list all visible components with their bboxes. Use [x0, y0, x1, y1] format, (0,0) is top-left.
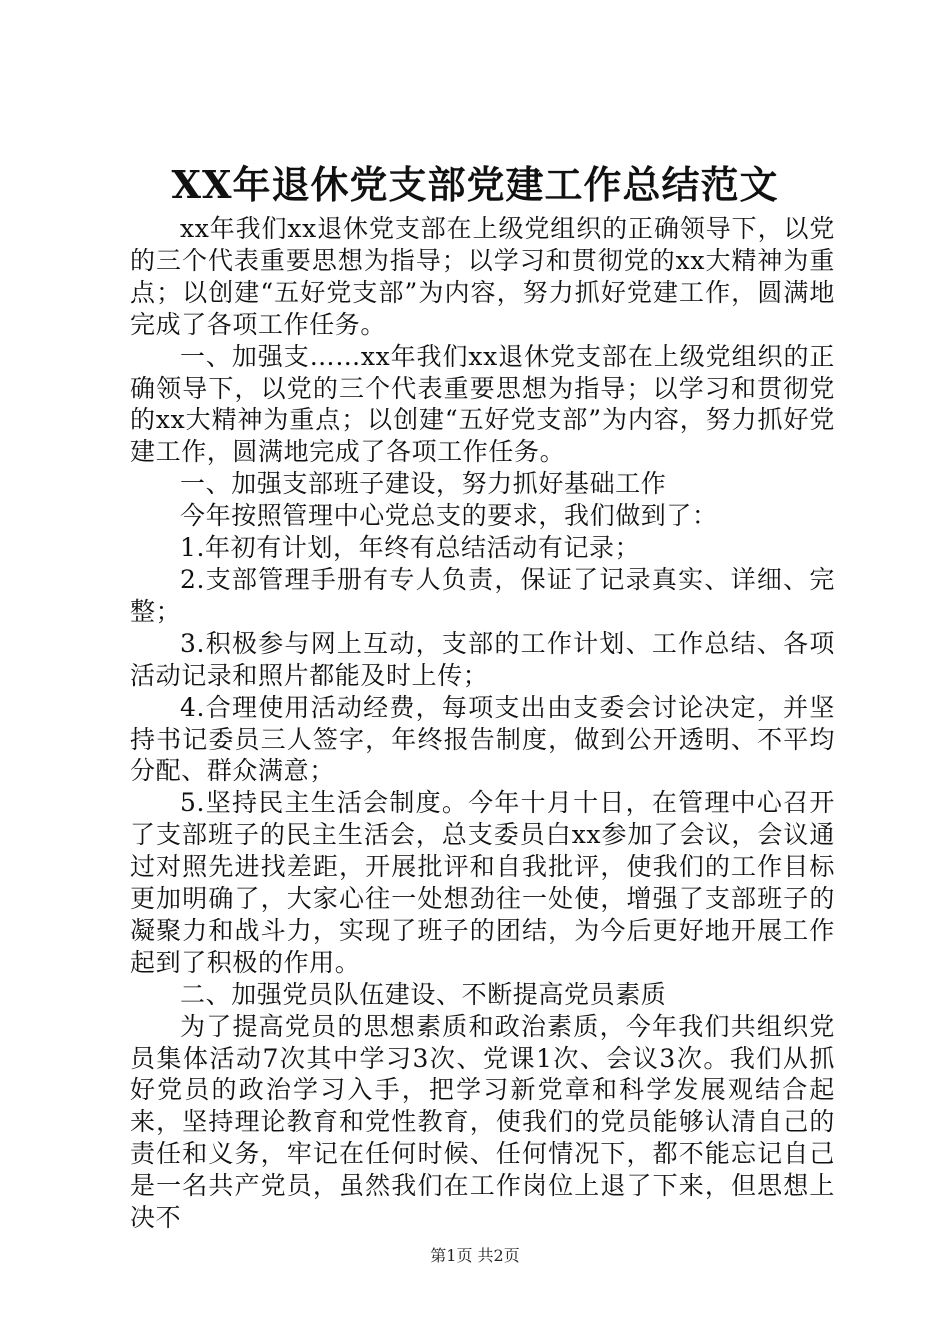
page-number-footer: 第1页 共2页 [430, 1246, 520, 1265]
list-item: 4.合理使用活动经费，每项支出由支委会讨论决定，并坚持书记委员三人签字，年终报告制度，做到公开透明、不平均分配、群众满意； [130, 692, 835, 786]
list-item: 5.坚持民主生活会制度。今年十月十日，在管理中心召开了支部班子的民主生活会，总支委员白xx参加了会议，会议通过对照先进找差距，开展批评和自我批评，使我们的工作目标更加明确了，大家心往一处想劲往一处使，增强了支部班子的凝聚力和战斗力，实现了班子的团结，为今后更好地开展工作起到了积极的作用。 [130, 788, 835, 977]
paragraph: 为了提高党员的思想素质和政治素质，今年我们共组织党员集体活动7次其中学习3次、党课1次、会议3次。我们从抓好党员的政治学习入手，把学习新党章和科学发展观结合起来，坚持理论教育和党性教育，使我们的党员能够认清自己的责任和义务，牢记在任何时候、任何情况下，都不能忘记自己是一名共产党员，虽然我们在工作岗位上退了下来，但思想上决不 [130, 1011, 835, 1233]
paragraph: 一、加强支……xx年我们xx退休党支部在上级党组织的正确领导下，以党的三个代表重要思想为指导；以学习和贯彻党的xx大精神为重点；以创建“五好党支部”为内容，努力抓好党建工作，圆满地完成了各项工作任务。 [130, 341, 835, 467]
document-title: XX年退休党支部党建工作总结范文 [171, 162, 779, 207]
document-body [130, 213, 835, 1234]
list-item: 2.支部管理手册有专人负责，保证了记录真实、详细、完整； [130, 564, 835, 626]
section-heading: 二、加强党员队伍建设、不断提高党员素质 [180, 979, 667, 1009]
section-heading: 一、加强支部班子建设，努力抓好基础工作 [180, 469, 667, 499]
paragraph: xx年我们xx退休党支部在上级党组织的正确领导下，以党的三个代表重要思想为指导；以学习和贯彻党的xx大精神为重点；以创建“五好党支部”为内容，努力抓好党建工作，圆满地完成了各项工作任务。 [130, 214, 835, 339]
paragraph: 今年按照管理中心党总支的要求，我们做到了： [180, 501, 718, 531]
list-item: 3.积极参与网上互动，支部的工作计划、工作总结、各项活动记录和照片都能及时上传； [130, 628, 835, 690]
list-item: 1.年初有计划，年终有总结活动有记录； [180, 533, 641, 563]
